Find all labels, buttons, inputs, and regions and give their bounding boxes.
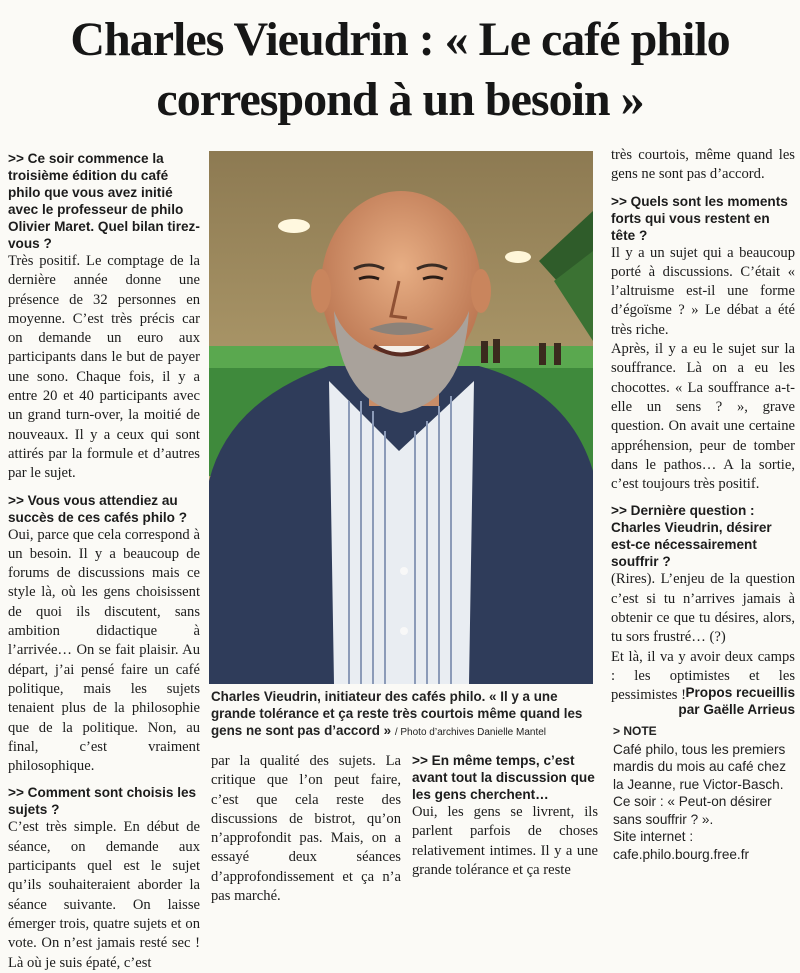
question-marker: >> <box>8 785 24 801</box>
question-marker: >> <box>611 503 627 519</box>
column-middle-right-bottom <box>412 752 598 880</box>
question-2 <box>8 492 200 526</box>
caption-text: Charles Vieudrin, initiateur des cafés philo. « Il y a une grande tolérance et ça reste très courtois même quand les gens ne sont pas d’accord » <box>211 689 583 738</box>
answer-5b: Après, il y a eu le sujet sur la souffrance. Là on a eu les chocottes. « La souffrance a-t-elle un sens ? », grave question. On avait une certaine appréhension, peur de tomber dans le pathos… A la sortie, c’est toujours très positif. <box>611 341 795 493</box>
photo-credit: / Photo d’archives Danielle Mantel <box>394 727 547 738</box>
portrait-illustration <box>209 151 593 684</box>
answer-6b: Et là, il va y avoir deux camps : les optimistes et les pessimistes ! <box>611 648 795 704</box>
portrait-photo <box>209 151 593 684</box>
question-3-text: Comment sont choisis les sujets ? <box>8 785 197 818</box>
column-left <box>8 150 200 973</box>
question-6-text: Dernière question : Charles Vieudrin, désirer est-ce nécessairement souffrir ? <box>611 503 772 570</box>
note-line-1: Café philo, tous les premiers mardis du mois au café chez la Jeanne, rue Victor-Basch. <box>613 741 787 792</box>
column-right <box>611 146 795 706</box>
question-marker: >> <box>8 151 24 166</box>
byline <box>611 684 795 718</box>
headline-line-2: correspond à un besoin » <box>156 73 644 126</box>
question-5 <box>611 193 795 244</box>
answer-1: Très positif. Le comptage de la dernière année donne une présence de 32 personnes en moyenne. C’est très précis car on demande un euro aux participants dans le but de payer une sono. Chaque fois, il y a entre 20 et 40 participants avec un grand turn-over, la moitié de nouveaux. Il y a ceux qui sont attirés par la formule et d’autres par le sujet. <box>8 253 200 482</box>
question-1-text: Ce soir commence la troisième édition du café philo que vous avez initié avec le professeur de philo Olivier Maret. Quel bilan tirez-vous ? <box>8 151 200 251</box>
answer-6a: (Rires). L’enjeu de la question c’est si tu n’arrives jamais à obtenir ce que tu désires, alors, tu sors frustré… (?) <box>611 571 795 646</box>
question-6 <box>611 502 795 570</box>
answer-5a: Il y a un sujet qui a beaucoup porté à discussions. C’était « l’altruisme est-il une forme d’égoïsme ? » Le débat a été très riche. <box>611 244 795 338</box>
answer-4: Oui, les gens se livrent, ils parlent parfois de choses relativement intimes. Il y a une grande tolérance et ça reste <box>412 804 598 878</box>
question-1 <box>8 150 200 252</box>
note-line-3: Site internet : cafe.philo.bourg.free.fr <box>613 829 750 862</box>
note-line-2: Ce soir : « Peut-on désirer sans souffrir ? ». <box>613 794 772 827</box>
question-marker: >> <box>8 492 24 508</box>
headline <box>0 10 800 130</box>
note-box <box>613 723 797 863</box>
question-marker: >> <box>412 753 428 768</box>
photo-caption <box>211 688 595 741</box>
note-header: > NOTE <box>613 724 657 738</box>
question-3 <box>8 784 200 818</box>
question-4-text: En même temps, c’est avant tout la discussion que les gens cherchent… <box>412 753 595 802</box>
question-marker: >> <box>611 193 627 209</box>
question-2-text: Vous vous attendiez au succès de ces cafés philo ? <box>8 492 188 525</box>
answer-3: C’est très simple. En début de séance, on demande aux participants quel est le sujet qu’ils souhaiteraient aborder la séance suivante. On laisse émerger trois, quatre sujets et on vote. On n’est jamais resté sec ! Là où je suis épaté, c’est <box>8 819 200 971</box>
headline-line-1: Charles Vieudrin : « Le café philo <box>70 13 730 66</box>
answer-4-continued: très courtois, même quand les gens ne sont pas d’accord. <box>611 147 795 183</box>
answer-3-continued: par la qualité des sujets. La critique que l’on peut faire, c’est que cela reste des discussions de bistrot, qu’on n’approfondit pas. Mais, on a essayé deux séances d’approfondissement et ça n’a pas marché. <box>211 753 401 905</box>
answer-2: Oui, parce que cela correspond à un besoin. Il y a beaucoup de forums de discussions mais ce style là, où les gens choisissent de quoi ils discutent, sans ambition didactique à l’arrivée… On se fait plaisir. Au départ, j’ai pensé faire un café politique, mais les sujets tenaient plus de la philosophie que de la politique. Non, au final, c’est vraiment philosophique. <box>8 526 200 775</box>
column-middle-bottom <box>211 752 401 906</box>
question-5-text: Quels sont les moments forts qui vous restent en tête ? <box>611 193 788 243</box>
byline-line-2: par Gaëlle Arrieus <box>678 702 795 717</box>
byline-line-1: Propos recueillis <box>685 685 795 700</box>
question-4 <box>412 752 598 803</box>
